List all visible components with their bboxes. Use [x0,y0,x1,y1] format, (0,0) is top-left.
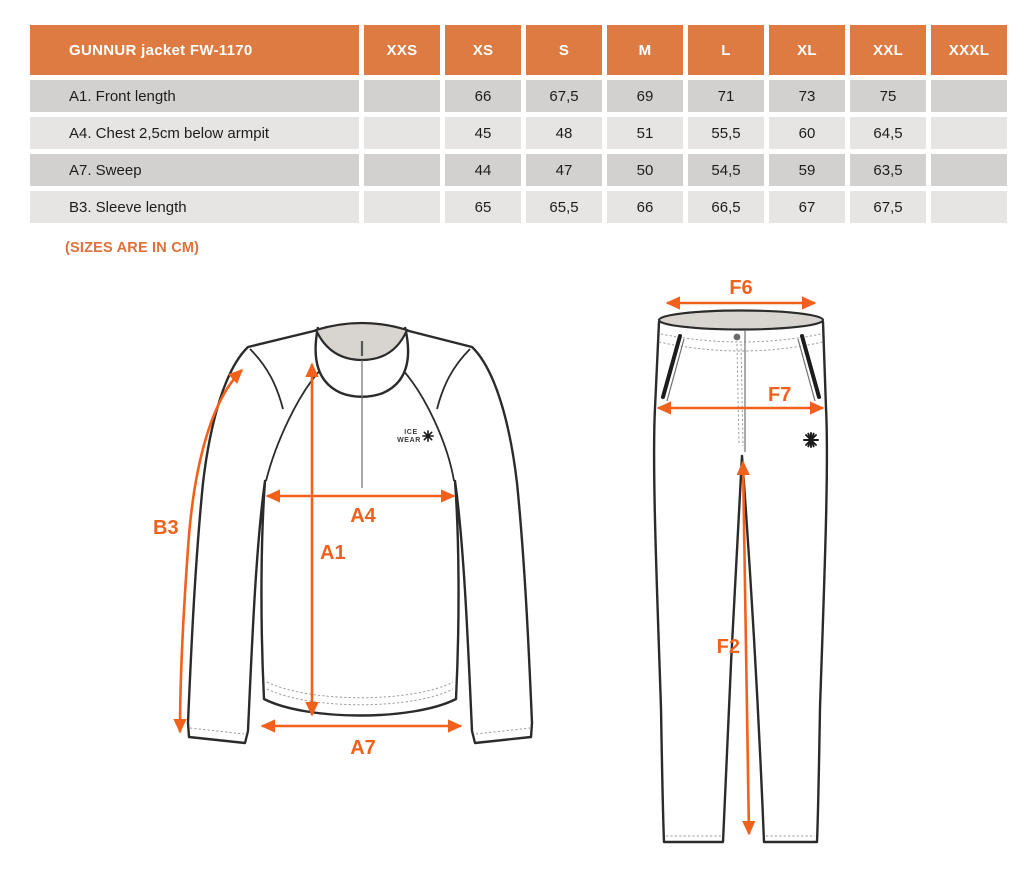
size-column-header-xxl: XXL [850,25,926,75]
size-cell: 64,5 [850,117,926,149]
pants-body-outline [654,317,827,842]
size-cell: 45 [445,117,521,149]
size-cell: 67,5 [850,191,926,223]
size-cell: 66 [607,191,683,223]
size-cell: 48 [526,117,602,149]
size-cell [364,191,440,223]
jacket-drawing [188,323,532,743]
size-cell: 63,5 [850,154,926,186]
snowflake-icon [423,431,433,441]
size-cell: 50 [607,154,683,186]
size-column-header-s: S [526,25,602,75]
label-a7: A7 [350,737,376,759]
jacket-diagram [125,285,555,770]
size-cell: 66,5 [688,191,764,223]
size-column-header-m: M [607,25,683,75]
row-label: A1. Front length [30,80,359,112]
size-cell [364,154,440,186]
row-label: A7. Sweep [30,154,359,186]
size-cell: 75 [850,80,926,112]
snowflake-icon [804,433,818,447]
row-label: A4. Chest 2,5cm below armpit [30,117,359,149]
table-title: GUNNUR jacket FW-1170 [30,25,359,75]
waist-button [734,334,741,341]
size-cell: 67,5 [526,80,602,112]
waist-opening [659,311,823,330]
size-cell: 44 [445,154,521,186]
size-cell [364,117,440,149]
size-cell: 71 [688,80,764,112]
size-cell [931,154,1007,186]
label-f2: F2 [716,636,740,658]
size-table [30,25,1007,223]
label-a4: A4 [350,505,376,527]
size-cell: 69 [607,80,683,112]
label-f7: F7 [768,384,792,406]
row-label: B3. Sleeve length [30,191,359,223]
logo-text-line2: WEAR [397,437,421,444]
size-cell: 47 [526,154,602,186]
sizes-unit-note: (SIZES ARE IN CM) [65,240,200,256]
size-cell: 66 [445,80,521,112]
size-column-header-xs: XS [445,25,521,75]
size-cell: 73 [769,80,845,112]
size-cell: 51 [607,117,683,149]
size-column-header-l: L [688,25,764,75]
size-cell: 55,5 [688,117,764,149]
size-cell [931,191,1007,223]
pants-drawing [654,311,827,843]
label-f6: F6 [729,277,753,299]
size-column-header-xxxl: XXXL [931,25,1007,75]
label-a1: A1 [320,542,346,564]
size-cell: 65,5 [526,191,602,223]
size-cell: 54,5 [688,154,764,186]
size-cell: 59 [769,154,845,186]
size-cell: 65 [445,191,521,223]
logo-text-line1: ICE [404,429,418,436]
label-b3: B3 [153,517,179,539]
size-cell: 60 [769,117,845,149]
size-cell [931,117,1007,149]
size-cell [931,80,1007,112]
size-cell: 67 [769,191,845,223]
pants-diagram [635,278,850,870]
size-column-header-xl: XL [769,25,845,75]
size-cell [364,80,440,112]
size-column-header-xxs: XXS [364,25,440,75]
